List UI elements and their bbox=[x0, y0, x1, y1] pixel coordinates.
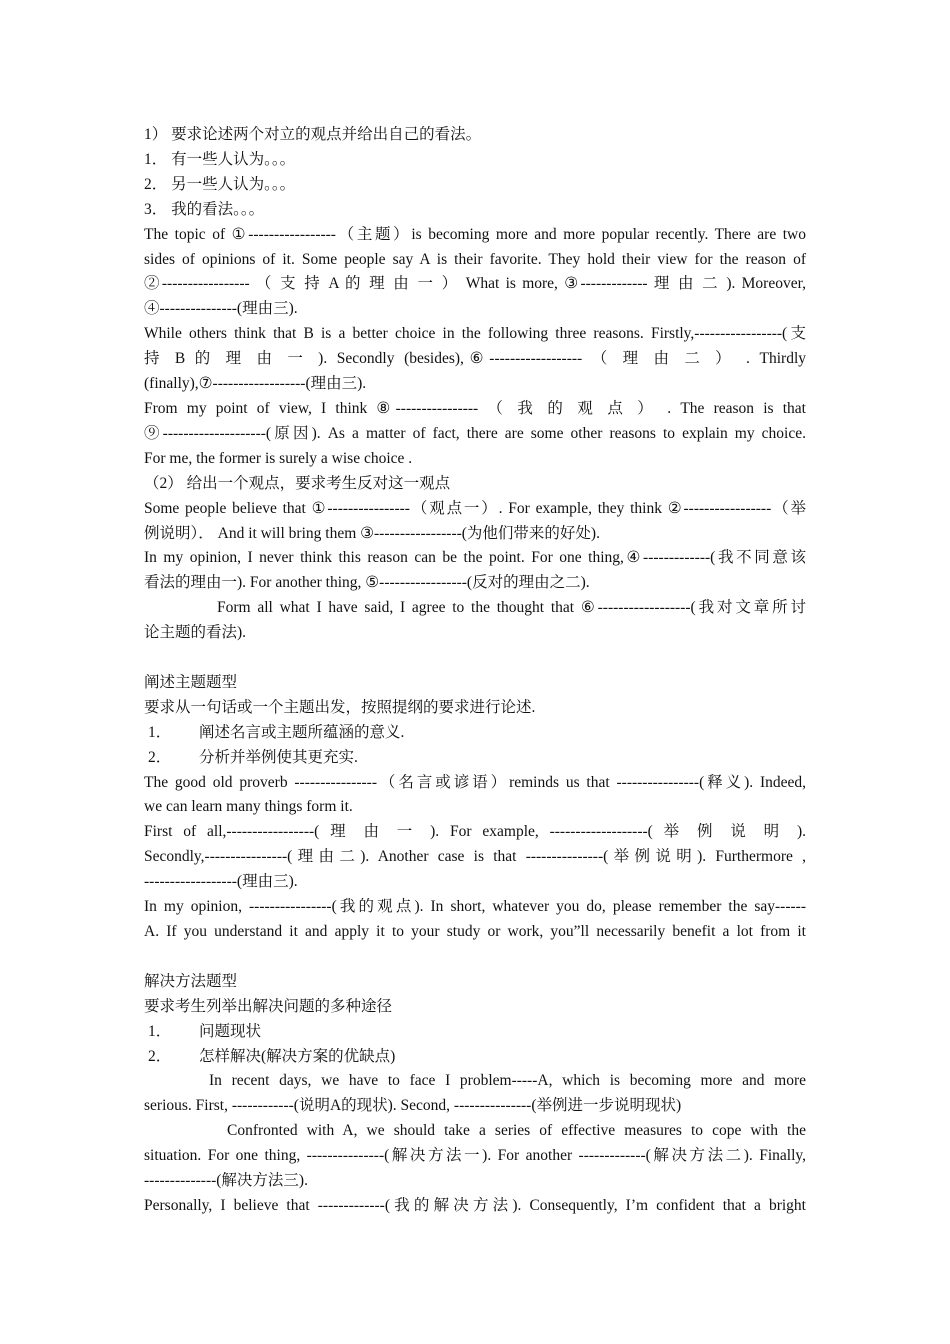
section1-item-2: 2． 另一些人认为。。。 bbox=[144, 175, 296, 193]
section4-item-2 bbox=[144, 1045, 806, 1070]
item-number: 2． bbox=[148, 1047, 172, 1065]
text-line: In recent days, we have to face I problem-----A, which is becoming more and more bbox=[209, 1072, 806, 1090]
text-line: (finally),⑦------------------(理由三). bbox=[144, 375, 367, 393]
text-line: sides of opinions of it. Some people say A is their favorite. They hold their view for the reason of bbox=[144, 250, 806, 268]
text-line: ④---------------(理由三). bbox=[144, 300, 298, 318]
text-line: The topic of ①-----------------（主题）is becoming more and more popular recently. There are two bbox=[144, 225, 806, 243]
text-line: From my point of view, I think ⑧---------------- （ 我 的 观 点 ） . The reason is that bbox=[144, 399, 806, 417]
section3-paragraph-1 bbox=[144, 771, 806, 821]
text-line: serious. First, ------------(说明A的现状). Second, ---------------(举例进一步说明现状) bbox=[144, 1097, 682, 1115]
section4-title: 解决方法题型 bbox=[144, 972, 238, 990]
section1-paragraph-2 bbox=[144, 322, 806, 397]
section4-item-1 bbox=[144, 1020, 806, 1045]
section4-paragraph-2 bbox=[144, 1119, 806, 1194]
blank-line bbox=[144, 945, 806, 970]
item-text: 分析并举例使其更充实. bbox=[199, 748, 358, 766]
text-line: ------------------(理由三). bbox=[144, 873, 298, 891]
text-line: 例说明）． And it will bring them ③-----------------(为他们带来的好处). bbox=[144, 524, 600, 542]
section4-paragraph-3 bbox=[144, 1194, 806, 1219]
item-number: 1． bbox=[148, 723, 172, 741]
text-line: Confronted with A, we should take a series of effective measures to cope with the bbox=[227, 1122, 806, 1140]
text-line: Form all what I have said, I agree to the thought that ⑥------------------(我对文章所讨 bbox=[217, 599, 806, 617]
item-text: 阐述名言或主题所蕴涵的意义. bbox=[199, 723, 405, 741]
text-line: A. If you understand it and apply it to your study or work, you”ll necessarily benefit a lot from it bbox=[144, 922, 806, 940]
text-line: --------------(解决方法三). bbox=[144, 1172, 308, 1190]
section1-item-1: 1． 有一些人认为。。。 bbox=[144, 150, 296, 168]
text-line: 持 B 的 理 由 一 ). Secondly (besides),⑥------------------ （ 理 由 二 ） . Thirdly bbox=[144, 350, 806, 368]
section4-paragraph-1 bbox=[144, 1069, 806, 1119]
section2-paragraph-1 bbox=[144, 497, 806, 547]
text-line: ⑨--------------------(原因). As a matter of fact, there are some other reasons to explain my choice. bbox=[144, 424, 806, 442]
text-line: The good old proverb ----------------（名言或谚语）reminds us that ----------------(释义). Indeed, bbox=[144, 773, 806, 791]
item-text: 怎样解决(解决方案的优缺点) bbox=[199, 1047, 396, 1065]
text-line: For me, the former is surely a wise choice . bbox=[144, 449, 413, 467]
text-line: ②----------------- （ 支 持 A 的 理 由 一 ） What is more, ③------------- 理 由 二 ). Moreover, bbox=[144, 275, 806, 293]
section1-paragraph-3 bbox=[144, 397, 806, 472]
text-line: Secondly,----------------(理由二). Another case is that ---------------(举例说明). Furthermore , bbox=[144, 848, 806, 866]
blank-line bbox=[144, 646, 806, 671]
section1-paragraph-1 bbox=[144, 223, 806, 323]
item-number: 2． bbox=[148, 748, 172, 766]
section3-paragraph-3 bbox=[144, 895, 806, 945]
section3-description: 要求从一句话或一个主题出发，按照提纲的要求进行论述. bbox=[144, 698, 536, 716]
section2-paragraph-2 bbox=[144, 546, 806, 596]
text-line: 论主题的看法). bbox=[144, 624, 247, 642]
section2-heading: （2） 给出一个观点，要求考生反对这一观点 bbox=[144, 474, 451, 492]
section2-paragraph-3 bbox=[144, 596, 806, 646]
section3-item-2 bbox=[144, 746, 806, 771]
text-line: Personally, I believe that -------------(我的解决方法). Consequently, I’m confident that a bright bbox=[144, 1196, 806, 1214]
section4-description: 要求考生列举出解决问题的多种途径 bbox=[144, 997, 393, 1015]
text-line: we can learn many things form it. bbox=[144, 798, 353, 816]
text-line: In my opinion, I never think this reason can be the point. For one thing,④-------------(我不同意该 bbox=[144, 549, 806, 567]
item-text: 问题现状 bbox=[199, 1022, 262, 1040]
text-line: situation. For one thing, ---------------(解决方法一). For another -------------(解决方法二). Finally, bbox=[144, 1147, 806, 1165]
text-line: 看法的理由一). For another thing, ⑤-----------------(反对的理由之二). bbox=[144, 574, 590, 592]
section3-paragraph-2 bbox=[144, 820, 806, 895]
text-line: Some people believe that ①----------------（观点一）. For example, they think ②-----------------（举 bbox=[144, 499, 806, 517]
section3-item-1 bbox=[144, 721, 806, 746]
section3-title: 阐述主题题型 bbox=[144, 673, 238, 691]
document-page bbox=[144, 123, 806, 1219]
section1-heading: 1） 要求论述两个对立的观点并给出自己的看法。 bbox=[144, 126, 482, 143]
text-line: While others think that B is a better choice in the following three reasons. Firstly,-----------------(支 bbox=[144, 325, 806, 343]
text-line: In my opinion, ----------------(我的观点). In short, whatever you do, please remember the say------ bbox=[144, 898, 806, 916]
text-line: First of all,-----------------( 理 由 一 ). For example, -------------------( 举 例 说 明 ). bbox=[144, 823, 806, 841]
section1-item-3: 3． 我的看法。。。 bbox=[144, 200, 265, 218]
item-number: 1． bbox=[148, 1022, 172, 1040]
